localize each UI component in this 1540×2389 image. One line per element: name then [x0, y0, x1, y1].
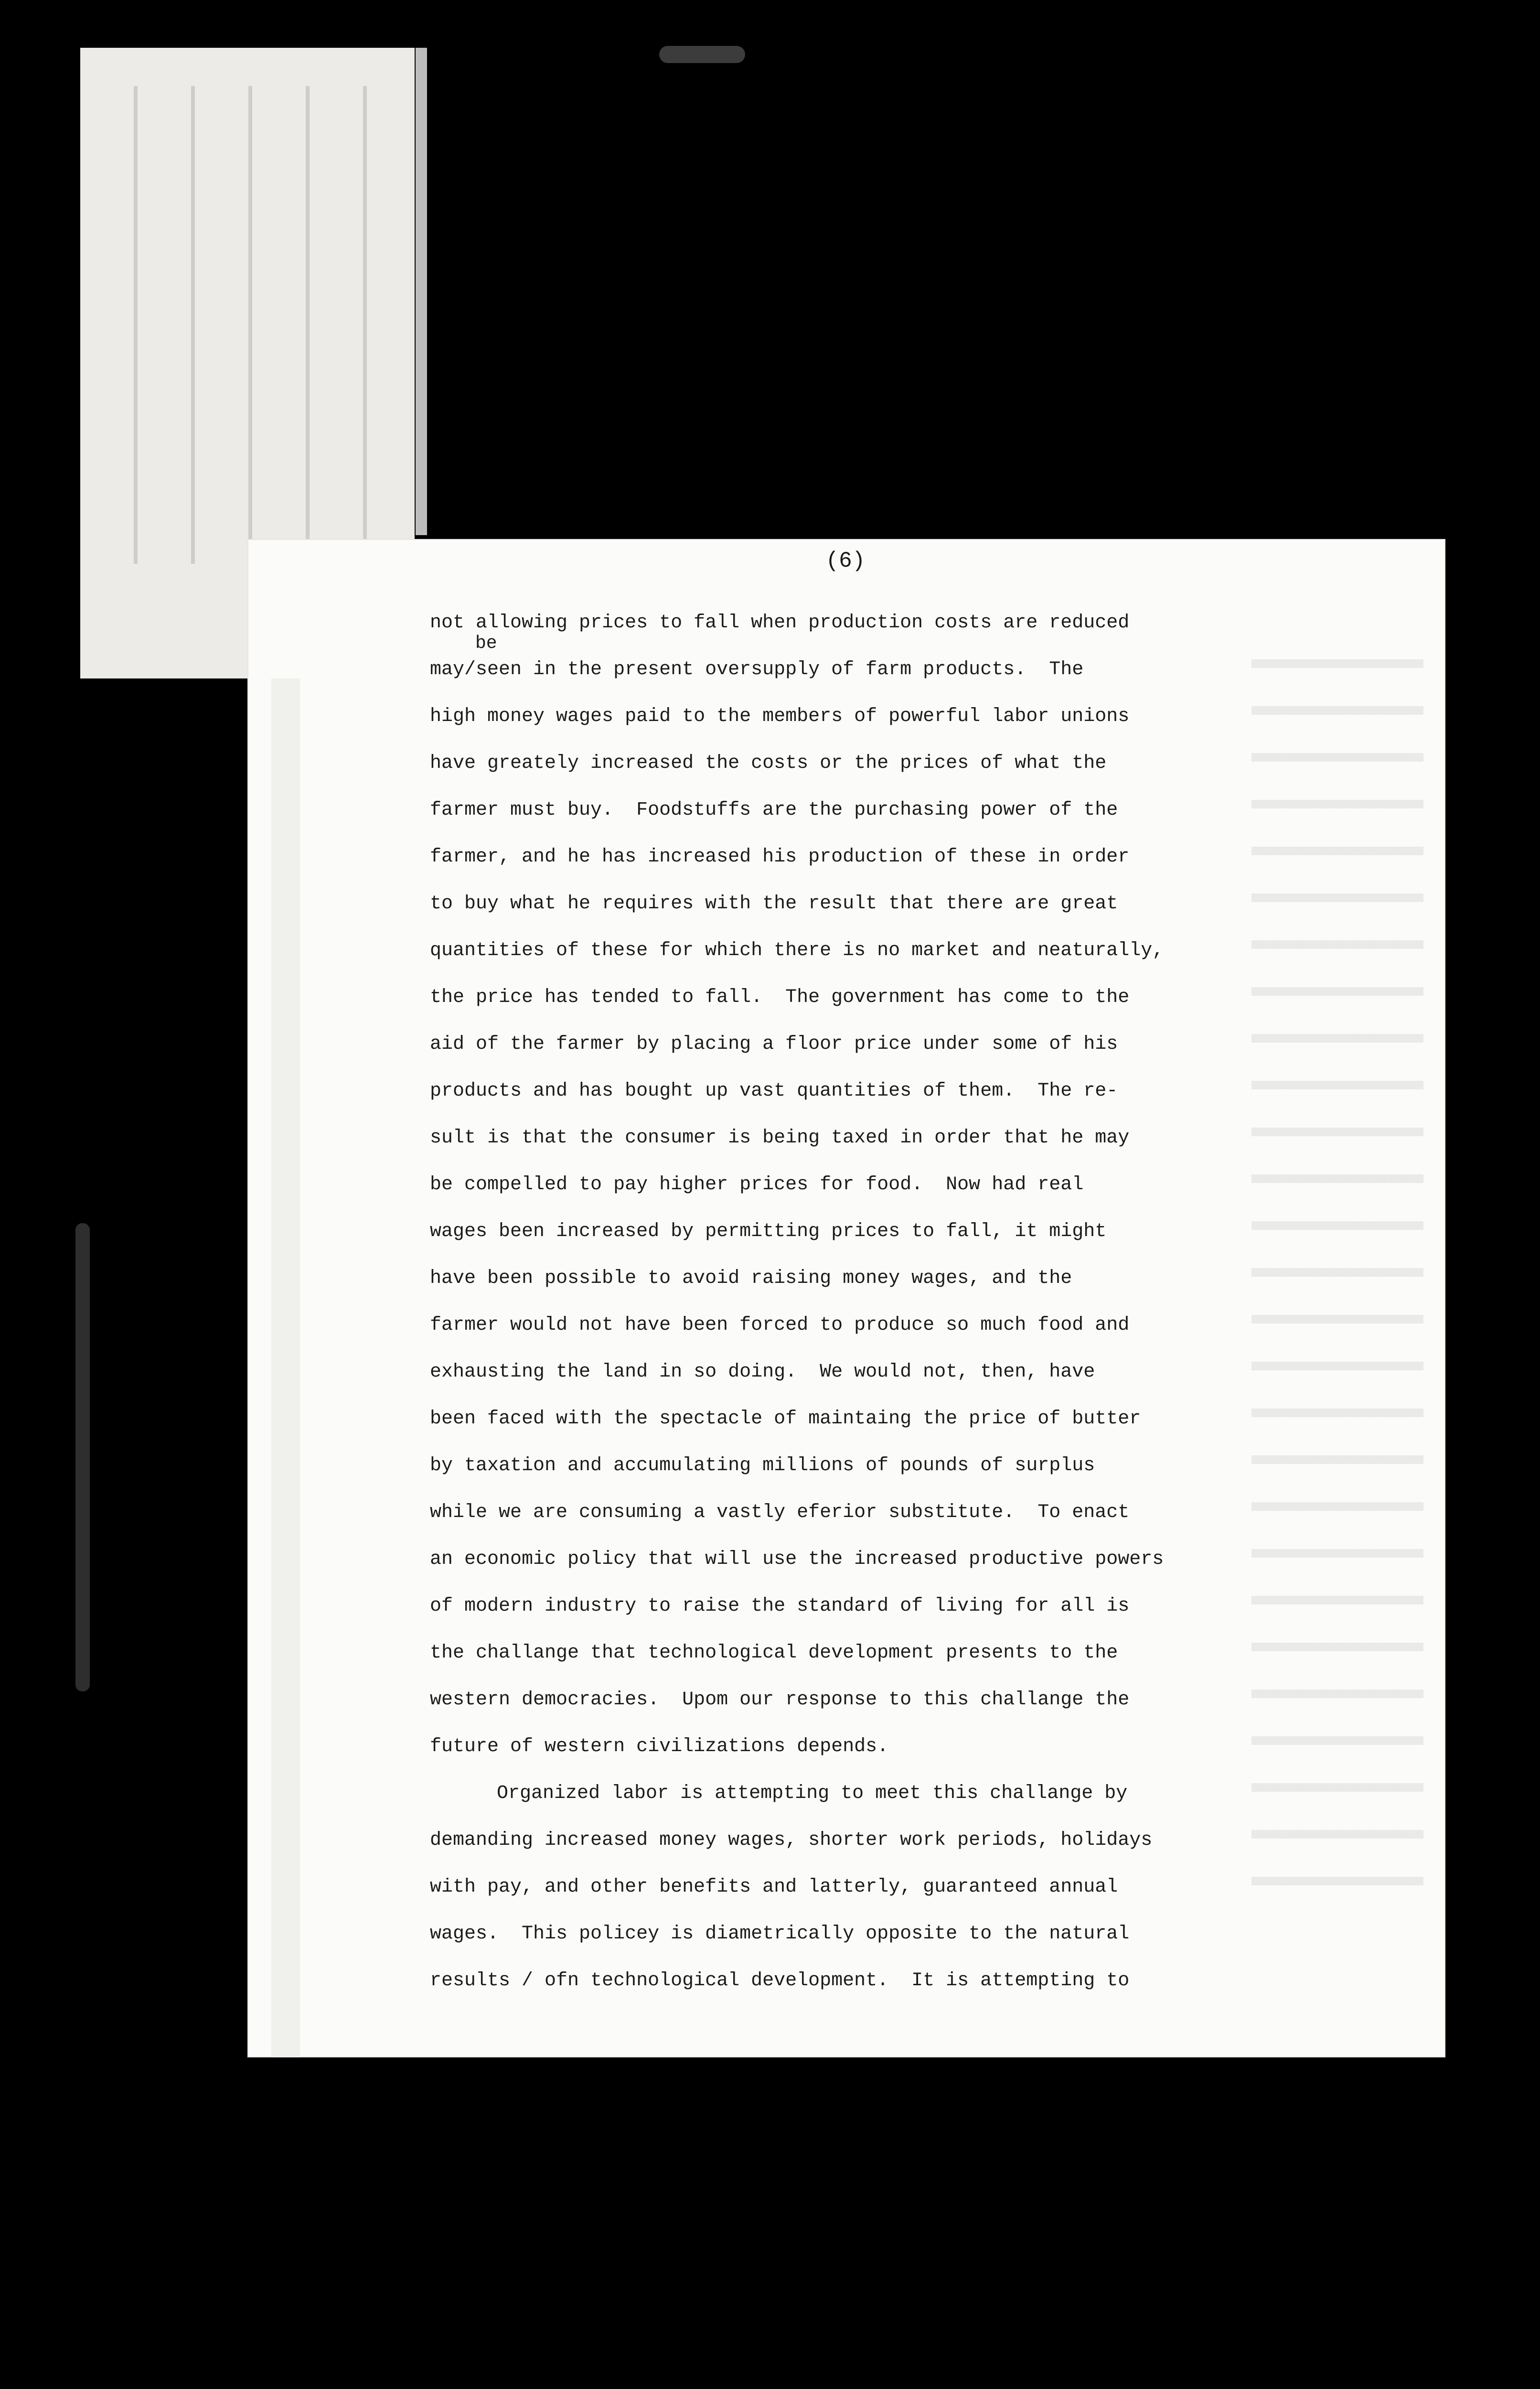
text-line: not allowing prices to fall when production costs are reduced: [430, 612, 1130, 634]
text-line: while we are consuming a vastly eferior substitute. To enact: [430, 1502, 1130, 1523]
text-line: by taxation and accumulating millions of pounds of surplus: [430, 1455, 1095, 1476]
text-line: products and has bought up vast quantities of them. The re-: [430, 1080, 1118, 1102]
text-line: western democracies. Upom our response to this challange the: [430, 1689, 1130, 1711]
text-line: high money wages paid to the members of powerful labor unions: [430, 706, 1130, 727]
text-line: wages been increased by permitting prices to fall, it might: [430, 1221, 1107, 1242]
text-line: be compelled to pay higher prices for food. Now had real: [430, 1174, 1084, 1195]
top-smudge: [659, 46, 745, 63]
page-number: (6): [825, 549, 866, 573]
text-line: to buy what he requires with the result that there are great: [430, 893, 1118, 915]
binder-strip: [75, 1223, 90, 1691]
text-line: farmer must buy. Foodstuffs are the purchasing power of the: [430, 799, 1118, 821]
text-line: with pay, and other benefits and latterly, guaranteed annual: [430, 1876, 1118, 1898]
text-line: farmer, and he has increased his production of these in order: [430, 846, 1130, 868]
text-line: of modern industry to raise the standard of living for all is: [430, 1595, 1130, 1617]
text-line: been faced with the spectacle of maintaing the price of butter: [430, 1408, 1141, 1430]
typed-text: [430, 600, 1414, 2004]
text-line: the challange that technological development presents to the: [430, 1642, 1118, 1664]
text-line: may/seen in the present oversupply of farm products. The: [430, 659, 1084, 680]
text-line: have been possible to avoid raising money wages, and the: [430, 1268, 1072, 1289]
page-margin-shade: [271, 678, 300, 2057]
text-line: quantities of these for which there is no market and neaturally,: [430, 940, 1164, 961]
slip-faded-text: [100, 86, 368, 564]
text-line: an economic policy that will use the increased productive powers: [430, 1549, 1164, 1570]
slip-edge: [416, 48, 427, 535]
text-line: wages. This policey is diametrically opposite to the natural: [430, 1923, 1130, 1945]
text-line: farmer would not have been forced to produce so much food and: [430, 1314, 1130, 1336]
text-line: Organized labor is attempting to meet this challange by: [497, 1783, 1128, 1804]
text-line: sult is that the consumer is being taxed in order that he may: [430, 1127, 1130, 1149]
text-line: future of western civilizations depends.: [430, 1736, 889, 1757]
text-line: have greately increased the costs or the prices of what the: [430, 753, 1107, 774]
text-line: exhausting the land in so doing. We would not, then, have: [430, 1361, 1095, 1383]
text-line: results / ofn technological development. It is attempting to: [430, 1970, 1130, 1991]
text-line: demanding increased money wages, shorter work periods, holidays: [430, 1829, 1153, 1851]
text-line: aid of the farmer by placing a floor price under some of his: [430, 1033, 1118, 1055]
text-line: the price has tended to fall. The government has come to the: [430, 987, 1130, 1008]
handwritten-insertion: be: [475, 633, 497, 654]
